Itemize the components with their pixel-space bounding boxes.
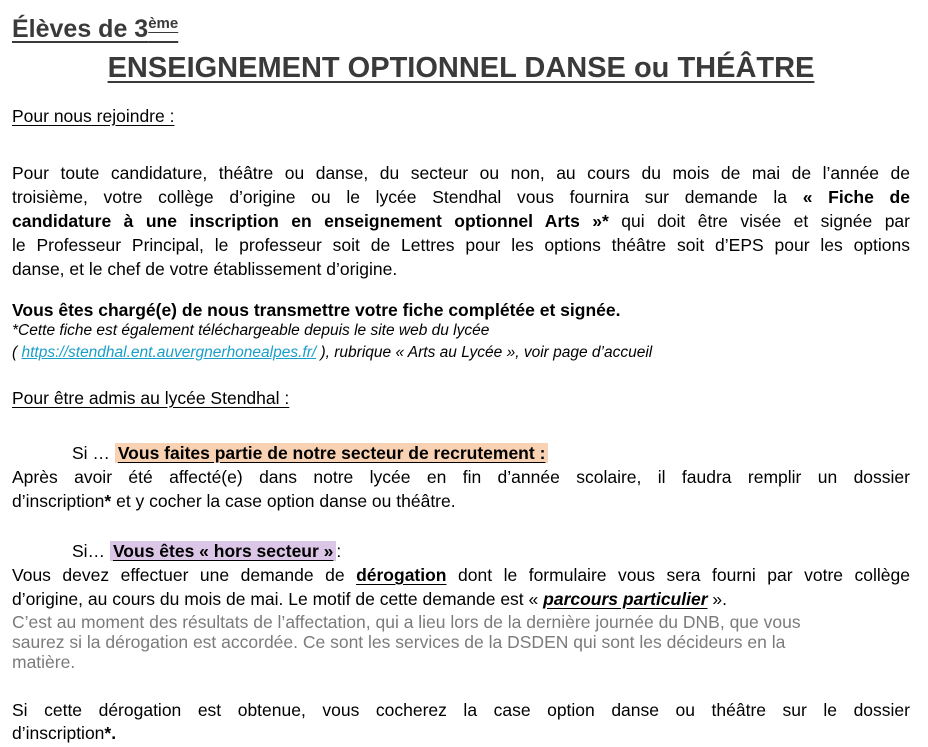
final-line2-a: d’inscription	[12, 723, 105, 743]
join-p1-line2	[12, 185, 910, 209]
note-line2	[12, 342, 652, 364]
title-superscript: ème	[148, 15, 179, 32]
case1-highlight: Vous faites partie de notre secteur de recrutement :	[115, 443, 549, 463]
join-p1-line4: le Professeur Principal, le professeur soit de Lettres pour les options théâtre soit d’EPS pour les options	[12, 235, 910, 255]
case1-line1: Après avoir été affecté(e) dans notre lycée en fin d’année scolaire, il faudra remplir un dossier	[12, 467, 910, 487]
case1-line2	[12, 489, 456, 513]
gray-line3: matière.	[12, 652, 76, 672]
join-p1-line2-text: troisième, votre collège d’origine ou le lycée Stendhal vous fournira sur demande la	[12, 187, 788, 207]
case1-asterisk: *	[104, 491, 112, 511]
note-rest: ), rubrique « Arts au Lycée », voir page d’accueil	[320, 344, 653, 361]
note-paren: (	[12, 344, 18, 361]
title-main: Élèves de 3	[12, 15, 149, 43]
bold-notice: Vous êtes chargé(e) de nous transmettre votre fiche complétée et signée.	[12, 300, 621, 320]
case2-highlight: Vous êtes « hors secteur »	[110, 541, 336, 561]
final-line2	[12, 721, 116, 745]
gray-line2: saurez si la dérogation est accordée. Ce sont les services de la DSDEN qui sont les décideurs en la	[12, 632, 786, 652]
case1-heading	[12, 441, 548, 465]
join-p1-line5: danse, et le chef de votre établissement d’origine.	[12, 259, 398, 279]
final-asterisk: *.	[104, 723, 117, 743]
case2-line2	[12, 587, 727, 611]
case2-heading	[12, 539, 341, 563]
join-p1-line3-text: qui doit être visée et signée par	[621, 211, 910, 231]
note-line1: *Cette fiche est également téléchargeable depuis le site web du lycée	[12, 322, 490, 339]
gray-line1: C’est au moment des résultats de l’affectation, qui a lieu lors de la dernière journée du DNB, que vous	[12, 612, 801, 632]
parcours-particulier: parcours particulier	[543, 589, 708, 609]
case1-line2-a: d’inscription	[12, 491, 105, 511]
page-title	[12, 8, 178, 45]
case2-line2-c: ».	[712, 589, 727, 609]
join-p1-line3	[12, 209, 910, 233]
case2-colon: :	[336, 541, 342, 561]
case2-line1-a: Vous devez effectuer une demande de	[12, 565, 345, 585]
form-name-part1: « Fiche de	[802, 187, 910, 207]
admit-heading: Pour être admis au lycée Stendhal :	[12, 388, 290, 408]
case2-line2-a: d’origine, au cours du mois de mai. Le motif de cette demande est «	[12, 589, 539, 609]
case2-line1-c: dont le formulaire vous sera fourni par votre collège	[458, 565, 910, 585]
form-name-part2: candidature à une inscription en enseignement optionnel Arts »*	[12, 211, 609, 231]
derogation-word: dérogation	[356, 565, 447, 585]
case1-prefix: Si …	[72, 443, 110, 463]
case2-line1	[12, 563, 910, 587]
case1-line2-b: et y cocher la case option danse ou théâtre.	[111, 491, 456, 511]
page-subtitle: ENSEIGNEMENT OPTIONNEL DANSE ou THÉÂTRE	[107, 52, 815, 84]
lycee-website-link[interactable]: https://stendhal.ent.auvergnerhonealpes.fr/	[21, 344, 317, 361]
join-p1-line1: Pour toute candidature, théâtre ou danse, du secteur ou non, au cours du mois de mai de l’année de	[12, 163, 910, 183]
case2-prefix: Si…	[72, 541, 106, 561]
final-line1: Si cette dérogation est obtenue, vous cocherez la case option danse ou théâtre sur le dossier	[12, 700, 910, 720]
join-heading: Pour nous rejoindre :	[12, 106, 175, 126]
